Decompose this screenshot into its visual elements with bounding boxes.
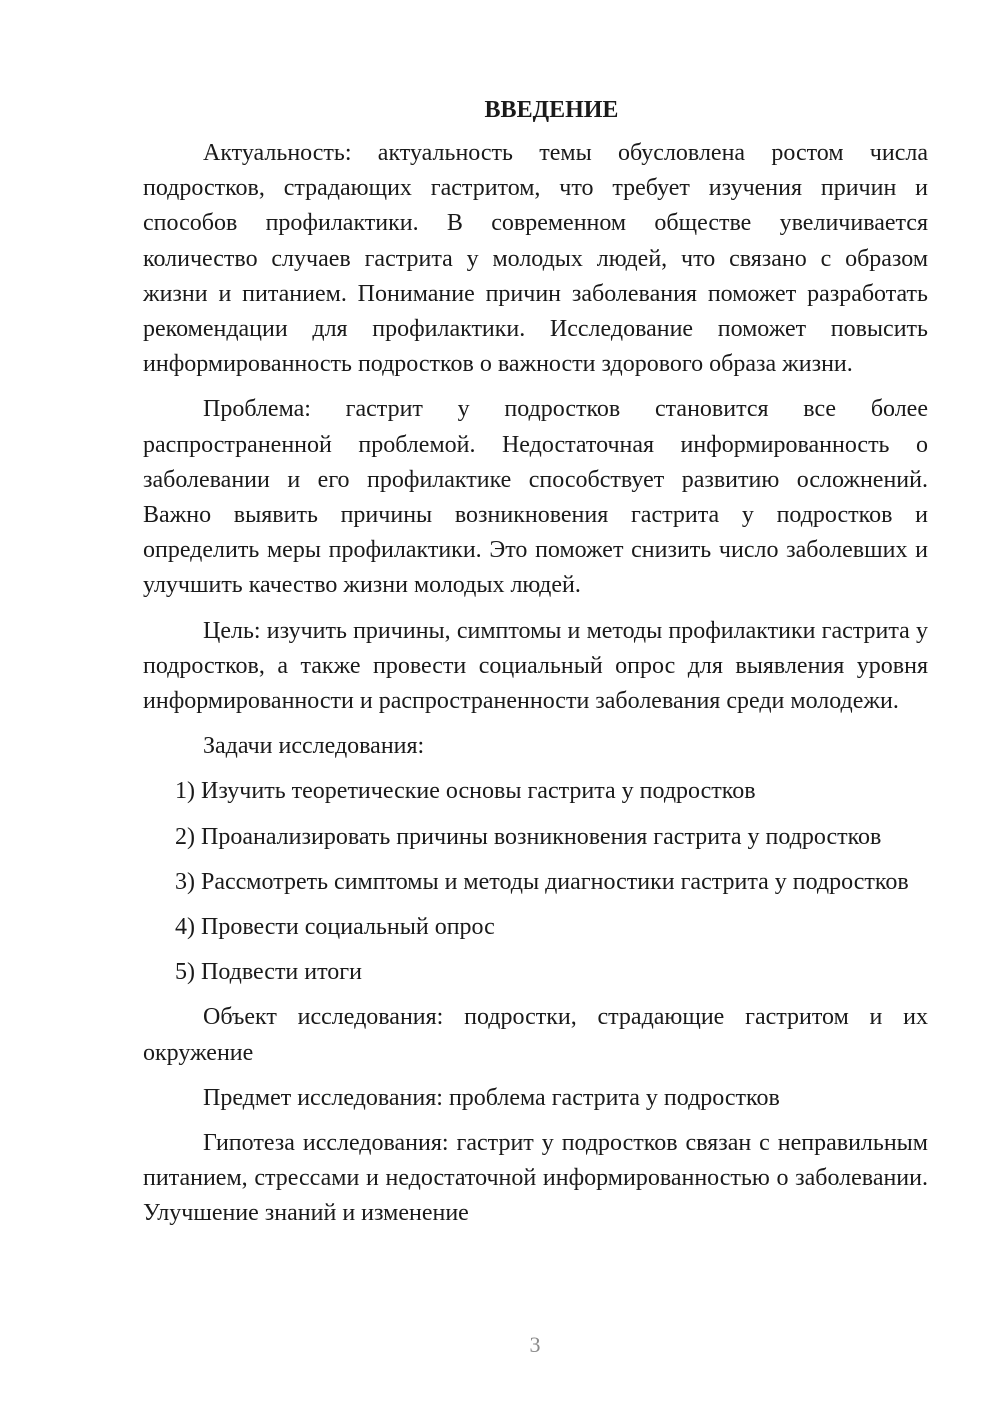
paragraph-subject: Предмет исследования: проблема гастрита у подростков bbox=[203, 1084, 780, 1111]
task-item: 1) Изучить теоретические основы гастрита у подростков bbox=[175, 778, 756, 805]
task-item: 3) Рассмотреть симптомы и методы диагностики гастрита у подростков bbox=[175, 868, 909, 895]
paragraph-object: Объект исследования: подростки, страдающие гастритом и их окружение bbox=[143, 1004, 928, 1066]
paragraph-problem: Проблема: гастрит у подростков становится все более распространенной проблемой. Недостаточная информированность о заболевании и его профилактике способствует развитию осложнений. Важно выявить причины возникновения гастрита у подростков и определить меры профилактики. Это поможет снизить число заболевших и улучшить качество жизни молодых людей. bbox=[143, 396, 928, 599]
tasks-heading: Задачи исследования: bbox=[203, 733, 425, 760]
task-item: 5) Подвести итоги bbox=[175, 959, 362, 986]
page-number: 3 bbox=[529, 1332, 541, 1357]
task-item: 2) Проанализировать причины возникновения гастрита у подростков bbox=[175, 823, 882, 850]
paragraph-hypothesis: Гипотеза исследования: гастрит у подростков связан с неправильным питанием, стрессами и недостаточной информированностью о заболевании. Улучшение знаний и изменение bbox=[143, 1130, 928, 1227]
section-title: ВВЕДЕНИЕ bbox=[484, 97, 619, 123]
task-item: 4) Провести социальный опрос bbox=[175, 914, 495, 941]
page-content bbox=[143, 90, 928, 1242]
paragraph-goal: Цель: изучить причины, симптомы и методы профилактики гастрита у подростков, а также провести социальный опрос для выявления уровня информированности и распространенности заболевания среди молодежи. bbox=[143, 617, 928, 715]
paragraph-relevance: Актуальность: актуальность темы обусловлена ростом числа подростков, страдающих гастритом, что требует изучения причин и способов профилактики. В современном обществе увеличивается количество случаев гастрита у молодых людей, что связано с образом жизни и питанием. Понимание причин заболевания поможет разработать рекомендации для профилактики. Исследование поможет повысить информированность подростков о важности здорового образа жизни. bbox=[143, 140, 928, 378]
